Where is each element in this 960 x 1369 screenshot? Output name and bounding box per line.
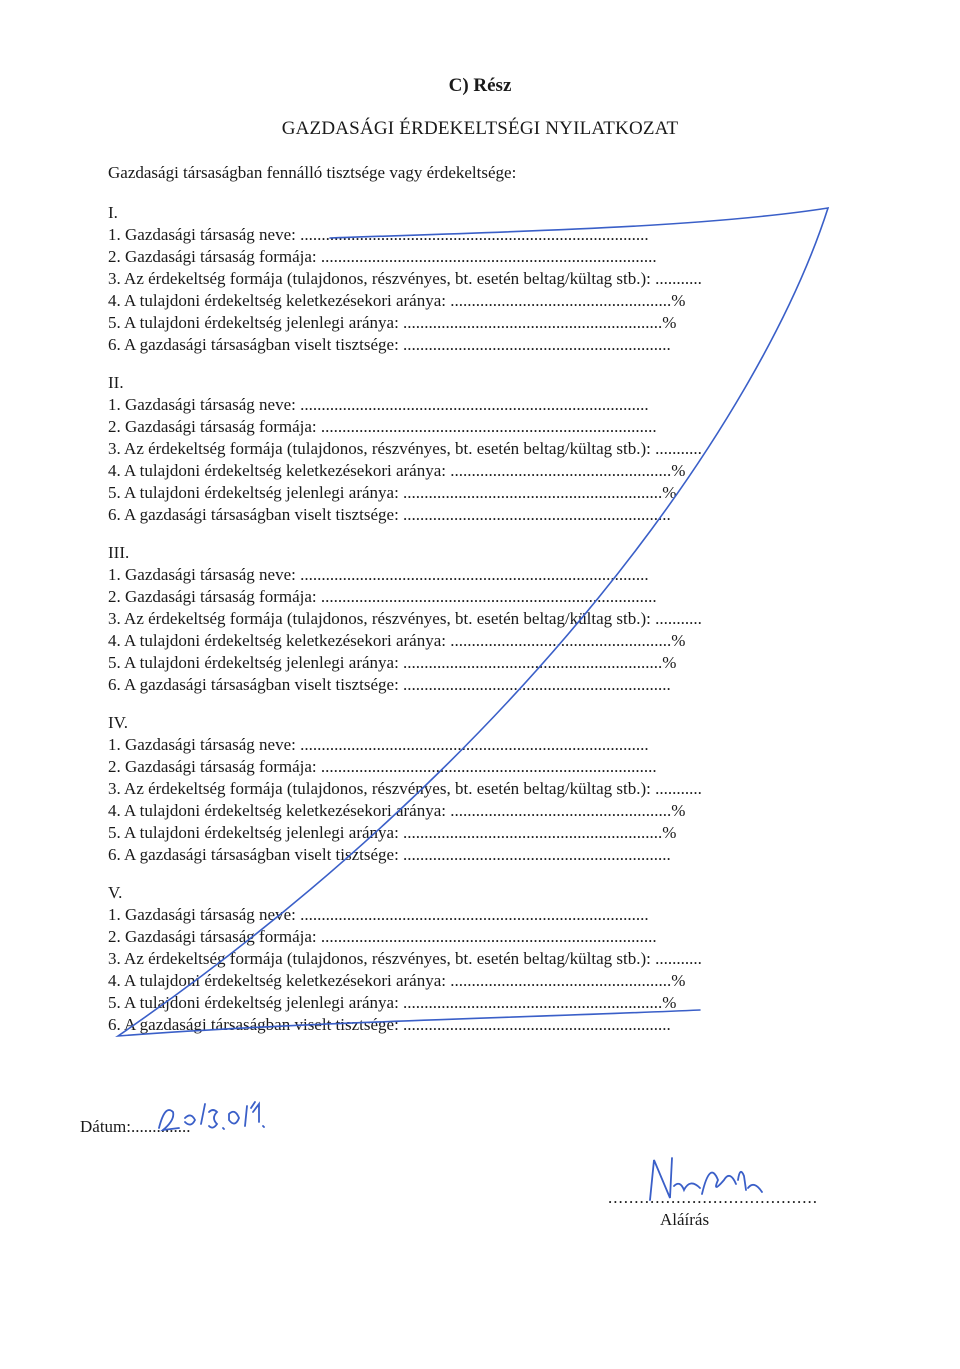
signature-line: ........................................: [608, 1188, 818, 1207]
handwritten-date: [155, 1098, 265, 1138]
field-line: 1. Gazdasági társaság neve: ..................................................................................: [108, 395, 649, 414]
field-line: 6. A gazdasági társaságban viselt tisztsége: ...............................................................: [108, 335, 671, 354]
field-line: 5. A tulajdoni érdekeltség jelenlegi aránya: .............................................................%: [108, 313, 677, 332]
section-4: [108, 712, 848, 866]
field-line: 3. Az érdekeltség formája (tulajdonos, részvényes, bt. esetén beltag/kültag stb.): ...........: [108, 949, 702, 968]
section-2: [108, 372, 848, 526]
section-3: [108, 542, 848, 696]
field-line: 3. Az érdekeltség formája (tulajdonos, részvényes, bt. esetén beltag/kültag stb.): ...........: [108, 439, 702, 458]
field-line: 6. A gazdasági társaságban viselt tisztsége: ...............................................................: [108, 1015, 671, 1034]
field-line: 3. Az érdekeltség formája (tulajdonos, részvényes, bt. esetén beltag/kültag stb.): ...........: [108, 269, 702, 288]
field-line: 5. A tulajdoni érdekeltség jelenlegi aránya: .............................................................%: [108, 483, 677, 502]
field-line: 6. A gazdasági társaságban viselt tisztsége: ...............................................................: [108, 675, 671, 694]
field-line: 4. A tulajdoni érdekeltség keletkezésekori aránya: ....................................................%: [108, 291, 686, 310]
field-line: 6. A gazdasági társaságban viselt tisztsége: ...............................................................: [108, 845, 671, 864]
field-line: 4. A tulajdoni érdekeltség keletkezésekori aránya: ....................................................%: [108, 971, 686, 990]
field-line: 3. Az érdekeltség formája (tulajdonos, részvényes, bt. esetén beltag/kültag stb.): ...........: [108, 609, 702, 628]
part-heading: C) Rész: [448, 75, 512, 96]
field-line: 1. Gazdasági társaság neve: ..................................................................................: [108, 565, 649, 584]
field-line: 1. Gazdasági társaság neve: ..................................................................................: [108, 905, 649, 924]
date-label: Dátum:..............: [80, 1117, 191, 1136]
field-line: 1. Gazdasági társaság neve: ..................................................................................: [108, 735, 649, 754]
document-title: GAZDASÁGI ÉRDEKELTSÉGI NYILATKOZAT: [281, 118, 679, 139]
field-line: 5. A tulajdoni érdekeltség jelenlegi aránya: .............................................................%: [108, 653, 677, 672]
field-line: 4. A tulajdoni érdekeltség keletkezésekori aránya: ....................................................%: [108, 461, 686, 480]
field-line: 6. A gazdasági társaságban viselt tisztsége: ...............................................................: [108, 505, 671, 524]
section-number: III.: [108, 543, 130, 562]
field-line: 4. A tulajdoni érdekeltség keletkezésekori aránya: ....................................................%: [108, 631, 686, 650]
section-number: II.: [108, 373, 124, 392]
section-number: IV.: [108, 713, 128, 732]
field-line: 2. Gazdasági társaság formája: ...............................................................................: [108, 417, 657, 436]
section-number: V.: [108, 883, 123, 902]
section-5: [108, 882, 848, 1036]
intro-text: Gazdasági társaságban fennálló tisztsége vagy érdekeltsége:: [108, 163, 517, 182]
field-line: 2. Gazdasági társaság formája: ...............................................................................: [108, 927, 657, 946]
field-line: 2. Gazdasági társaság formája: ...............................................................................: [108, 247, 657, 266]
field-line: 5. A tulajdoni érdekeltség jelenlegi aránya: .............................................................%: [108, 823, 677, 842]
field-line: 1. Gazdasági társaság neve: ..................................................................................: [108, 225, 649, 244]
section-number: I.: [108, 203, 118, 222]
field-line: 2. Gazdasági társaság formája: ...............................................................................: [108, 757, 657, 776]
section-1: [108, 202, 848, 356]
field-line: 3. Az érdekeltség formája (tulajdonos, részvényes, bt. esetén beltag/kültag stb.): ...........: [108, 779, 702, 798]
declaration-sections: [108, 202, 848, 1052]
signature-scribble: [640, 1150, 770, 1210]
field-line: 2. Gazdasági társaság formája: ...............................................................................: [108, 587, 657, 606]
field-line: 4. A tulajdoni érdekeltség keletkezésekori aránya: ....................................................%: [108, 801, 686, 820]
field-line: 5. A tulajdoni érdekeltség jelenlegi aránya: .............................................................%: [108, 993, 677, 1012]
signature-label: Aláírás: [660, 1210, 710, 1229]
